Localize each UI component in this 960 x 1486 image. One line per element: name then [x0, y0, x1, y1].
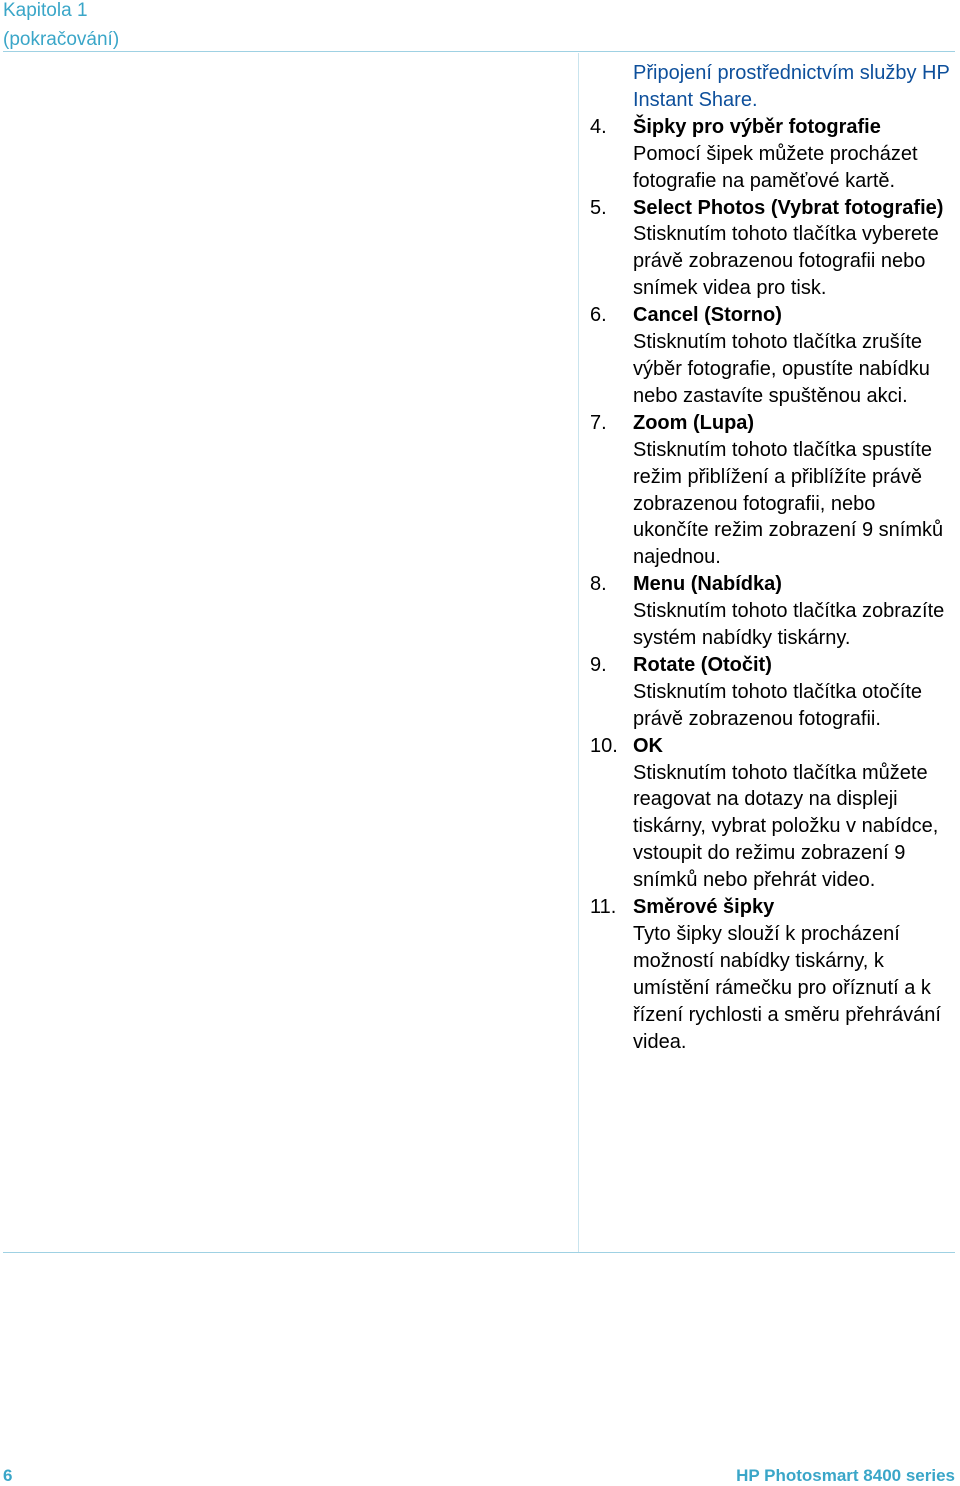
item-description: Stisknutím tohoto tlačítka můžete reagovat na dotazy na displeji tiskárny, vybrat položku v nabídce, vstoupit do režimu zobrazení 9 snímků nebo přehrát video. — [633, 761, 939, 892]
chapter-continued: (pokračování) — [3, 29, 120, 50]
item-title: Select Photos (Vybrat fotografie) — [633, 196, 944, 219]
item-description: Pomocí šipek můžete procházet fotografie na paměťové kartě. — [633, 142, 918, 192]
list-item — [590, 410, 950, 571]
item-number: 11. — [590, 896, 617, 919]
item-number: 5. — [590, 196, 607, 219]
list-item — [590, 733, 950, 894]
item-description: Stisknutím tohoto tlačítka vyberete právě zobrazenou fotografii nebo snímek videa pro tisk. — [633, 223, 939, 300]
item-number: 8. — [590, 573, 607, 596]
list-item — [590, 652, 950, 733]
item-description: Tyto šipky slouží k procházení možností nabídky tiskárny, k umístění rámečku pro oříznutí a k řízení rychlosti a směru přehrávání videa. — [633, 923, 941, 1053]
column-divider — [578, 53, 579, 1253]
item-title: Šipky pro výběr fotografie — [633, 115, 881, 138]
list-item — [590, 571, 950, 652]
item-title: Menu (Nabídka) — [633, 573, 782, 596]
item-title: OK — [633, 734, 663, 757]
list-item — [590, 894, 950, 1055]
item-title: Zoom (Lupa) — [633, 411, 755, 434]
item-number: 7. — [590, 411, 607, 434]
item-number: 9. — [590, 653, 607, 676]
item-number: 4. — [590, 115, 607, 138]
list-item — [590, 302, 950, 410]
item-title: Cancel (Storno) — [633, 304, 782, 327]
chapter-title: Kapitola 1 — [3, 0, 88, 21]
item-description: Stisknutím tohoto tlačítka spustíte režim přiblížení a přiblížíte právě zobrazenou fotografii, nebo ukončíte režim zobrazení 9 snímků najednou. — [633, 438, 944, 569]
intro-text: Připojení prostřednictvím služby HP Instant Share. — [633, 62, 950, 111]
item-title: Rotate (Otočit) — [633, 653, 772, 676]
button-list — [590, 60, 950, 1056]
list-item — [590, 195, 950, 303]
list-item — [590, 114, 950, 195]
chapter-heading — [3, 0, 119, 54]
bottom-divider — [3, 1252, 955, 1253]
page-number: 6 — [3, 1466, 13, 1485]
item-description: Stisknutím tohoto tlačítka zrušíte výběr fotografie, opustíte nabídku nebo zastavíte spuštěnou akci. — [633, 331, 930, 407]
item-description: Stisknutím tohoto tlačítka zobrazíte systém nabídky tiskárny. — [633, 600, 945, 650]
product-name: HP Photosmart 8400 series — [736, 1466, 955, 1485]
item-description: Stisknutím tohoto tlačítka otočíte právě zobrazenou fotografii. — [633, 680, 923, 730]
item-number: 6. — [590, 304, 607, 327]
top-divider — [3, 51, 955, 52]
item-title: Směrové šipky — [633, 896, 775, 919]
item-number: 10. — [590, 734, 618, 757]
